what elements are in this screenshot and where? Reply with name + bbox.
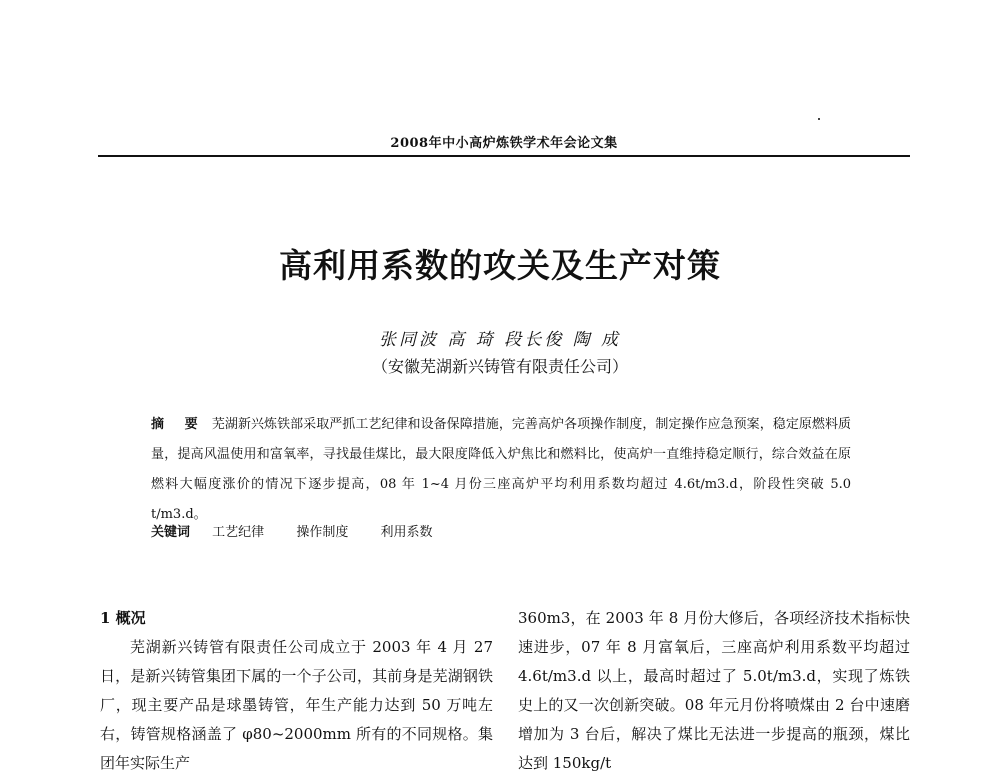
abstract-text: 芜湖新兴炼铁部采取严抓工艺纪律和设备保障措施，完善高炉各项操作制度，制定操作应急预案，稳定原燃料质量，提高风温使用和富氧率，寻找最佳煤比，最大限度降低入炉焦比和燃料比，使高炉一直维持稳定顺行，综合效益在原燃料大幅度涨价的情况下逐步提高，08 年 1~4 月份三座高炉平均利用系数均超过 4.6t/m3.d，阶段性突破 5.0 t/m3.d。 [151,417,851,522]
keywords-label: 关键词 [151,525,191,540]
keyword-item: 操作制度 [296,525,349,540]
keyword-item: 工艺纪律 [212,525,265,540]
affiliation: （安徽芜湖新兴铸管有限责任公司） [371,357,628,376]
abstract [151,410,851,530]
running-header: 2008年中小高炉炼铁学术年会论文集 [390,136,618,151]
body-column-right [518,604,910,778]
paper-title: 高利用系数的攻关及生产对策 [279,246,721,285]
body-paragraph-right: 360m3，在 2003 年 8 月份大修后，各项经济技术指标快速进步，07 年 8 月富氧后，三座高炉利用系数平均超过 4.6t/m3.d 以上，最高时超过了 5.0t/m3.d，实现了炼铁史上的又一次创新突破。08 年元月份将喷煤由 2 台中速磨增加为 3 台后，解决了煤比无法进一步提高的瓶颈，煤比达到 150kg/t [518,609,910,772]
keywords [151,521,851,545]
section-heading: 1 概况 [100,609,146,627]
authors: 张同波 高 琦 段长俊 陶 成 [378,330,622,350]
abstract-label: 摘 要 [151,417,206,432]
header-rule [98,155,910,157]
scan-speck [818,118,820,120]
body-column-left [100,604,493,778]
body-paragraph-left: 芜湖新兴铸管有限责任公司成立于 2003 年 4 月 27 日，是新兴铸管集团下属的一个子公司，其前身是芜湖钢铁厂，现主要产品是球墨铸管，年生产能力达到 50 万吨左右，铸管规格涵盖了 φ80~2000mm 所有的不同规格。集团年实际生产 [100,638,493,772]
keyword-item: 利用系数 [380,525,433,540]
